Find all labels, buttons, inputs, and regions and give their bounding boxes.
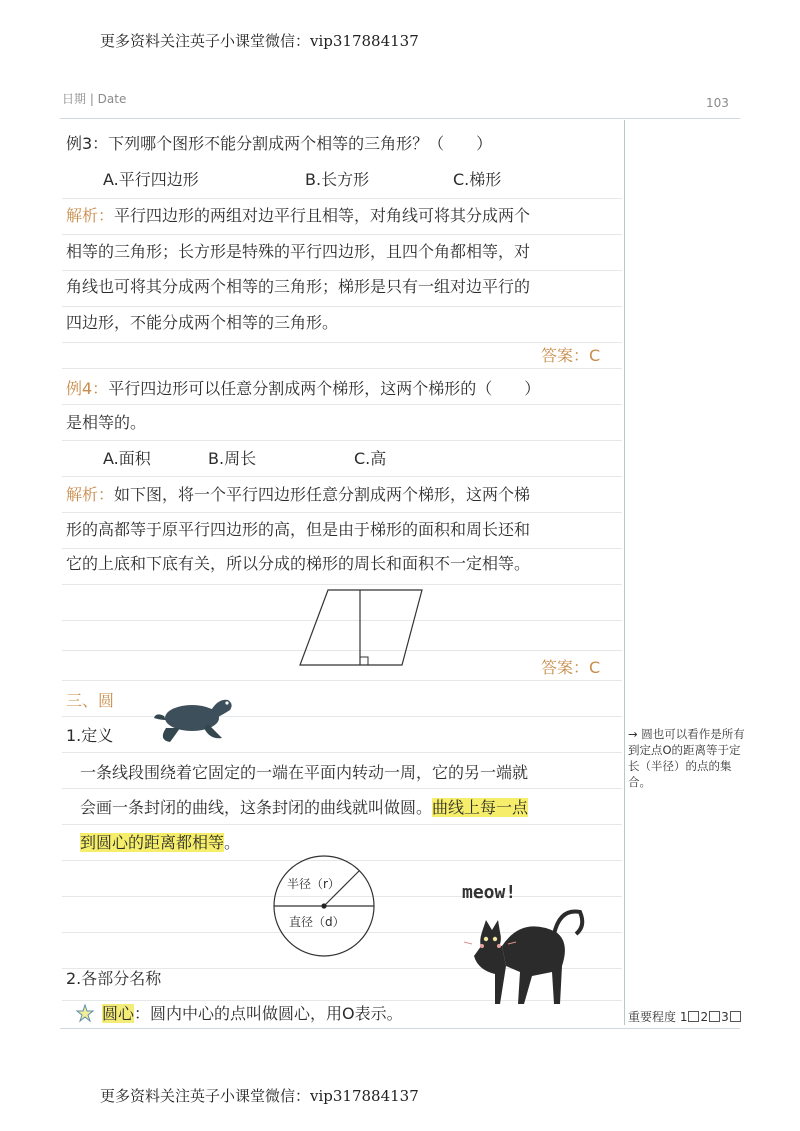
- level-2: 2: [700, 1010, 709, 1024]
- star-icon: [76, 1004, 94, 1022]
- example3-title: 例3：下列哪个图形不能分割成两个相等的三角形？（ ）: [66, 134, 493, 153]
- radius-label: 半径（r）: [287, 877, 340, 891]
- example3-analysis-line3: 角线也可将其分成两个相等的三角形；梯形是只有一组对边平行的: [66, 277, 531, 296]
- parts-subheading: 2.各部分名称: [66, 969, 162, 988]
- footer-rule: [60, 1028, 740, 1029]
- example3-answer: 答案：C: [541, 346, 601, 365]
- highlighted-text: 到圆心的距离都相等: [80, 833, 225, 852]
- example4-title-line1: [66, 378, 540, 400]
- definition-text: 。: [224, 833, 241, 852]
- center-definition-line: [102, 1003, 403, 1025]
- example4-analysis-line1: [66, 484, 530, 506]
- highlighted-text: 曲线上每一点: [432, 798, 529, 817]
- header-rule: [60, 118, 740, 119]
- turtle-icon: [152, 690, 237, 746]
- example4-option-b: B.周长: [208, 449, 257, 468]
- example4-option-a: A.面积: [103, 449, 151, 468]
- level-1: 1: [679, 1010, 688, 1024]
- definition-line2: [80, 797, 528, 819]
- side-note-text: 圆也可以看作是所有到定点O的距离等于定长（半径）的点的集合。: [628, 727, 745, 789]
- example3-option-b: B.长方形: [305, 170, 370, 189]
- date-label: 日期 | Date: [62, 92, 127, 106]
- analysis-text: 如下图，将一个平行四边形任意分割成两个梯形，这两个梯: [114, 485, 531, 504]
- page-number: 103: [706, 96, 729, 110]
- checkbox-2: [709, 1011, 720, 1022]
- example4-analysis-line2: 形的高都等于原平行四边形的高，但是由于梯形的面积和周长还和: [66, 520, 531, 539]
- margin-divider: [624, 120, 625, 1025]
- importance-label: 重要程度: [628, 1010, 677, 1024]
- footer-promo: 更多资料关注英子小课堂微信：vip317884137: [100, 1087, 419, 1105]
- example4-title-line2: 是相等的。: [66, 413, 147, 432]
- analysis-label: 解析：: [66, 485, 115, 504]
- side-note: [628, 726, 746, 790]
- example4-option-c: C.高: [354, 449, 387, 468]
- example4-label: 例4：: [66, 379, 109, 398]
- definition-subheading: 1.定义: [66, 726, 114, 745]
- cat-icon: [462, 906, 617, 1011]
- section-heading: 三、圆: [66, 691, 115, 710]
- definition-text: 会画一条封闭的曲线，这条封闭的曲线就叫做圆。: [80, 798, 433, 817]
- center-term: 圆心: [102, 1004, 135, 1023]
- arrow-icon: →: [628, 727, 638, 741]
- level-3: 3: [721, 1010, 729, 1024]
- circle-diagram: [271, 853, 377, 959]
- checkbox-1: [688, 1011, 699, 1022]
- example4-analysis-line3: 它的上底和下底有关，所以分成的梯形的周长和面积不一定相等。: [66, 554, 531, 573]
- definition-line3: [80, 832, 240, 854]
- header-promo: 更多资料关注英子小课堂微信：vip317884137: [100, 32, 419, 50]
- definition-line1: 一条线段围绕着它固定的一端在平面内转动一周，它的另一端就: [80, 763, 529, 782]
- diameter-label: 直径（d）: [289, 915, 345, 929]
- example4-title-text: 平行四边形可以任意分割成两个梯形，这两个梯形的（ ）: [108, 379, 541, 398]
- example3-analysis-line1: [66, 205, 530, 227]
- meow-text: meow!: [462, 882, 517, 903]
- center-definition-text: ：圆内中心的点叫做圆心，用O表示。: [134, 1004, 403, 1023]
- importance-rating: [628, 1008, 742, 1025]
- checkbox-3: [730, 1011, 741, 1022]
- example3-analysis-line4: 四边形，不能分成两个相等的三角形。: [66, 313, 339, 332]
- analysis-text: 平行四边形的两组对边平行且相等，对角线可将其分成两个: [114, 206, 531, 225]
- example4-answer: 答案：C: [541, 658, 601, 677]
- example3-option-c: C.梯形: [453, 170, 502, 189]
- parallelogram-diagram: [290, 585, 430, 670]
- analysis-label: 解析：: [66, 206, 115, 225]
- example3-option-a: A.平行四边形: [103, 170, 199, 189]
- example3-analysis-line2: 相等的三角形；长方形是特殊的平行四边形，且四个角都相等，对: [66, 242, 531, 261]
